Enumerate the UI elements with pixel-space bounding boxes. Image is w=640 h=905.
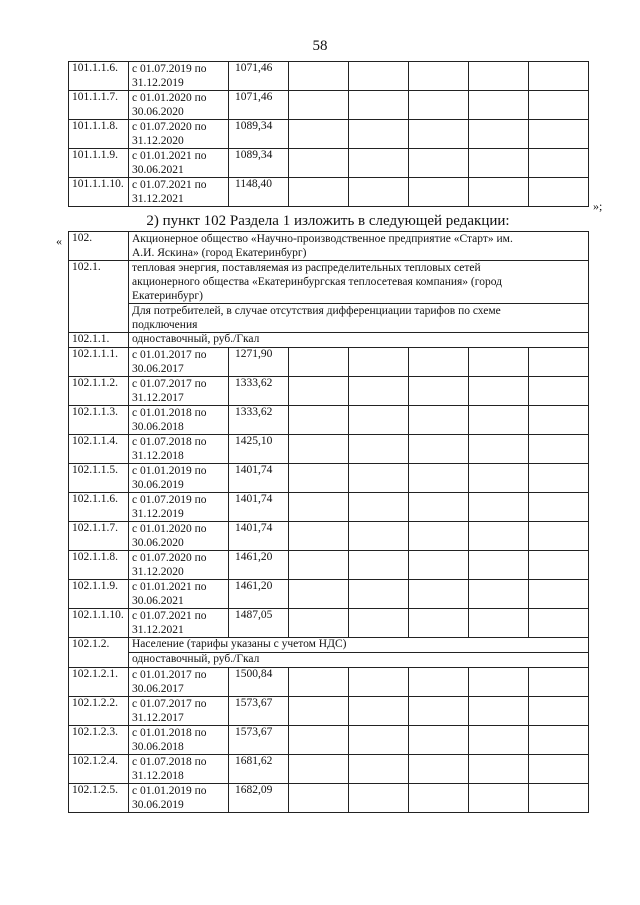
table-row (69, 755, 589, 784)
tariff-table-item-102 (68, 231, 589, 813)
row-tariff-value: 1333,62 (229, 377, 289, 406)
empty-cell (529, 726, 589, 755)
period-start: с 01.07.2019 по (132, 494, 207, 506)
heat-row (69, 261, 589, 304)
empty-cell (349, 435, 409, 464)
row-number: 102.1.1.10. (69, 609, 129, 638)
empty-cell (349, 755, 409, 784)
empty-cell (469, 784, 529, 813)
table-row (69, 62, 589, 91)
empty-cell (529, 62, 589, 91)
row-number: 101.1.1.7. (69, 91, 129, 120)
empty-cell (409, 406, 469, 435)
empty-cell (349, 464, 409, 493)
row-tariff-value: 1573,67 (229, 726, 289, 755)
empty-cell (289, 91, 349, 120)
single-rate-label-2: одноставочный, руб./Гкал (129, 653, 589, 668)
empty-cell (289, 62, 349, 91)
table-row (69, 149, 589, 178)
row-period (129, 697, 229, 726)
empty-cell (349, 406, 409, 435)
empty-cell (529, 755, 589, 784)
empty-cell (409, 62, 469, 91)
empty-cell (289, 120, 349, 149)
row-tariff-value: 1573,67 (229, 697, 289, 726)
amendment-instruction: 2) пункт 102 Раздела 1 изложить в следующей редакции: (146, 213, 510, 229)
period-start: с 01.01.2019 по (132, 465, 207, 477)
row-tariff-value: 1401,74 (229, 493, 289, 522)
empty-cell (409, 178, 469, 207)
row-period (129, 348, 229, 377)
empty-cell (529, 435, 589, 464)
empty-cell (469, 178, 529, 207)
empty-cell (409, 726, 469, 755)
empty-cell (409, 493, 469, 522)
empty-cell (529, 580, 589, 609)
row-tariff-value: 1500,84 (229, 668, 289, 697)
single-rate-row (69, 333, 589, 348)
empty-cell (469, 377, 529, 406)
row-tariff-value: 1071,46 (229, 62, 289, 91)
period-end: 30.06.2017 (132, 683, 184, 695)
empty-cell (409, 755, 469, 784)
empty-cell (529, 464, 589, 493)
row-number: 101.1.1.10. (69, 178, 129, 207)
row-tariff-value: 1333,62 (229, 406, 289, 435)
empty-cell (349, 697, 409, 726)
empty-cell (409, 377, 469, 406)
empty-cell (469, 91, 529, 120)
row-tariff-value: 1487,05 (229, 609, 289, 638)
empty-cell (349, 522, 409, 551)
empty-cell (289, 551, 349, 580)
table-row (69, 377, 589, 406)
empty-cell (289, 580, 349, 609)
row-number: 102.1.1.3. (69, 406, 129, 435)
empty-cell (529, 551, 589, 580)
empty-cell (469, 149, 529, 178)
empty-cell (469, 62, 529, 91)
empty-cell (529, 377, 589, 406)
empty-cell (289, 348, 349, 377)
empty-cell (469, 493, 529, 522)
row-period (129, 726, 229, 755)
table-row (69, 551, 589, 580)
row-tariff-value: 1071,46 (229, 91, 289, 120)
empty-cell (529, 149, 589, 178)
org-name-line-1: Акционерное общество «Научно-производственное предприятие «Старт» им. (132, 233, 513, 245)
empty-cell (469, 697, 529, 726)
period-end: 31.12.2019 (132, 508, 184, 520)
table-row (69, 348, 589, 377)
empty-cell (289, 697, 349, 726)
empty-cell (409, 551, 469, 580)
row-number: 102.1.1.1. (69, 348, 129, 377)
row-period (129, 609, 229, 638)
row-number: 101.1.1.8. (69, 120, 129, 149)
empty-cell (289, 377, 349, 406)
org-number: 102. (69, 232, 129, 261)
empty-cell (529, 178, 589, 207)
empty-cell (469, 522, 529, 551)
period-start: с 01.01.2018 по (132, 407, 207, 419)
table-row (69, 120, 589, 149)
empty-cell (409, 120, 469, 149)
period-end: 30.06.2020 (132, 537, 184, 549)
empty-cell (289, 755, 349, 784)
table-row (69, 609, 589, 638)
period-start: с 01.07.2020 по (132, 552, 207, 564)
consumers-row (69, 304, 589, 333)
rows-b-body (69, 668, 589, 813)
row-period (129, 551, 229, 580)
row-number: 102.1.1.8. (69, 551, 129, 580)
empty-cell (349, 784, 409, 813)
period-end: 30.06.2020 (132, 106, 184, 118)
row-number: 102.1.1.5. (69, 464, 129, 493)
row-tariff-value: 1401,74 (229, 464, 289, 493)
period-start: с 01.07.2018 по (132, 436, 207, 448)
period-end: 31.12.2020 (132, 566, 184, 578)
single-rate-label: одноставочный, руб./Гкал (129, 333, 589, 348)
empty-cell (349, 348, 409, 377)
empty-cell (349, 551, 409, 580)
row-number: 101.1.1.6. (69, 62, 129, 91)
table-row (69, 522, 589, 551)
empty-cell (529, 120, 589, 149)
single-rate-row-2 (69, 653, 589, 668)
heat-description (129, 261, 589, 304)
row-number: 102.1.1.6. (69, 493, 129, 522)
table-row (69, 435, 589, 464)
table-row (69, 178, 589, 207)
period-start: с 01.01.2018 по (132, 727, 207, 739)
empty-cell (469, 120, 529, 149)
period-start: с 01.07.2018 по (132, 756, 207, 768)
empty-cell (409, 522, 469, 551)
row-period (129, 377, 229, 406)
period-end: 31.12.2018 (132, 770, 184, 782)
empty-cell (289, 784, 349, 813)
period-start: с 01.01.2019 по (132, 785, 207, 797)
period-start: с 01.07.2021 по (132, 610, 207, 622)
empty-cell (289, 493, 349, 522)
population-row (69, 638, 589, 653)
empty-cell (529, 493, 589, 522)
empty-cell (529, 697, 589, 726)
empty-cell (349, 120, 409, 149)
empty-cell (529, 784, 589, 813)
row-number: 102.1.2.3. (69, 726, 129, 755)
page-number: 58 (312, 38, 328, 54)
empty-cell (529, 406, 589, 435)
row-tariff-value: 1681,62 (229, 755, 289, 784)
empty-cell (289, 435, 349, 464)
empty-cell (469, 406, 529, 435)
period-end: 31.12.2019 (132, 77, 184, 89)
row-period (129, 149, 229, 178)
opening-quote: « (56, 234, 62, 248)
empty-cell (409, 435, 469, 464)
row-tariff-value: 1089,34 (229, 120, 289, 149)
empty-cell (349, 580, 409, 609)
org-name (129, 232, 589, 261)
period-end: 31.12.2017 (132, 712, 184, 724)
empty-cell (289, 726, 349, 755)
consumers-line-2: подключения (132, 319, 198, 331)
empty-cell (289, 149, 349, 178)
period-start: с 01.01.2021 по (132, 581, 207, 593)
row-tariff-value: 1461,20 (229, 551, 289, 580)
row-number: 102.1.2.5. (69, 784, 129, 813)
empty-cell (409, 464, 469, 493)
period-end: 30.06.2019 (132, 479, 184, 491)
empty-cell (529, 522, 589, 551)
table-row (69, 784, 589, 813)
row-number: 102.1.1.7. (69, 522, 129, 551)
table-row (69, 91, 589, 120)
row-tariff-value: 1271,90 (229, 348, 289, 377)
empty-cell (409, 697, 469, 726)
table-row (69, 464, 589, 493)
row-period (129, 784, 229, 813)
row-tariff-value: 1425,10 (229, 435, 289, 464)
rows-a-body (69, 348, 589, 638)
table-row (69, 668, 589, 697)
empty-cell (289, 668, 349, 697)
row-period (129, 580, 229, 609)
empty-cell (409, 348, 469, 377)
population-label: Население (тарифы указаны с учетом НДС) (129, 638, 589, 653)
row-tariff-value: 1461,20 (229, 580, 289, 609)
period-end: 30.06.2019 (132, 799, 184, 811)
empty-cell (469, 580, 529, 609)
period-start: с 01.07.2017 по (132, 378, 207, 390)
period-start: с 01.07.2021 по (132, 179, 207, 191)
period-start: с 01.07.2020 по (132, 121, 207, 133)
table-row (69, 726, 589, 755)
empty-cell (469, 726, 529, 755)
row-period (129, 464, 229, 493)
empty-cell (349, 377, 409, 406)
empty-cell (289, 406, 349, 435)
row-number: 101.1.1.9. (69, 149, 129, 178)
period-start: с 01.01.2020 по (132, 92, 207, 104)
empty-cell (529, 668, 589, 697)
period-end: 31.12.2017 (132, 392, 184, 404)
empty-cell (469, 435, 529, 464)
empty-cell (469, 668, 529, 697)
empty-cell (469, 464, 529, 493)
period-end: 30.06.2018 (132, 741, 184, 753)
heat-number: 102.1. (69, 261, 129, 333)
period-end: 31.12.2020 (132, 135, 184, 147)
single-rate-number: 102.1.1. (69, 333, 129, 348)
empty-cell (469, 609, 529, 638)
empty-cell (469, 755, 529, 784)
row-period (129, 668, 229, 697)
period-end: 30.06.2021 (132, 164, 184, 176)
row-period (129, 120, 229, 149)
tariff-table-continued (68, 61, 589, 207)
period-start: с 01.07.2019 по (132, 63, 207, 75)
empty-cell (529, 348, 589, 377)
table-row (69, 493, 589, 522)
period-end: 31.12.2021 (132, 193, 184, 205)
empty-cell (289, 464, 349, 493)
period-start: с 01.07.2017 по (132, 698, 207, 710)
empty-cell (289, 522, 349, 551)
period-start: с 01.01.2017 по (132, 669, 207, 681)
period-end: 30.06.2021 (132, 595, 184, 607)
row-number: 102.1.1.4. (69, 435, 129, 464)
empty-cell (349, 668, 409, 697)
empty-cell (409, 784, 469, 813)
period-end: 31.12.2018 (132, 450, 184, 462)
empty-cell (409, 609, 469, 638)
row-period (129, 755, 229, 784)
empty-cell (529, 91, 589, 120)
top-rows-body (69, 62, 589, 207)
row-number: 102.1.2.2. (69, 697, 129, 726)
row-number: 102.1.2.4. (69, 755, 129, 784)
row-period (129, 178, 229, 207)
empty-cell (409, 91, 469, 120)
empty-cell (469, 551, 529, 580)
empty-cell (409, 668, 469, 697)
empty-cell (529, 609, 589, 638)
consumers-description (129, 304, 589, 333)
empty-cell (289, 178, 349, 207)
table-row (69, 580, 589, 609)
row-period (129, 493, 229, 522)
empty-cell (469, 348, 529, 377)
table-row (69, 406, 589, 435)
org-name-line-2: А.И. Яскина» (город Екатеринбург) (132, 247, 307, 259)
table-row (69, 697, 589, 726)
population-number: 102.1.2. (69, 638, 129, 668)
heat-line-1: тепловая энергия, поставляемая из распределительных тепловых сетей (132, 262, 481, 274)
empty-cell (349, 149, 409, 178)
empty-cell (349, 726, 409, 755)
row-tariff-value: 1401,74 (229, 522, 289, 551)
row-period (129, 522, 229, 551)
row-number: 102.1.1.2. (69, 377, 129, 406)
empty-cell (349, 91, 409, 120)
row-period (129, 91, 229, 120)
period-start: с 01.01.2020 по (132, 523, 207, 535)
empty-cell (349, 493, 409, 522)
period-end: 31.12.2021 (132, 624, 184, 636)
empty-cell (349, 62, 409, 91)
org-row (69, 232, 589, 261)
row-number: 102.1.1.9. (69, 580, 129, 609)
empty-cell (349, 178, 409, 207)
closing-quote: »; (593, 199, 603, 213)
empty-cell (289, 609, 349, 638)
empty-cell (409, 580, 469, 609)
period-end: 30.06.2017 (132, 363, 184, 375)
period-end: 30.06.2018 (132, 421, 184, 433)
period-start: с 01.01.2021 по (132, 150, 207, 162)
row-tariff-value: 1682,09 (229, 784, 289, 813)
row-period (129, 406, 229, 435)
period-start: с 01.01.2017 по (132, 349, 207, 361)
row-tariff-value: 1089,34 (229, 149, 289, 178)
empty-cell (409, 149, 469, 178)
row-period (129, 435, 229, 464)
empty-cell (349, 609, 409, 638)
row-number: 102.1.2.1. (69, 668, 129, 697)
row-period (129, 62, 229, 91)
row-tariff-value: 1148,40 (229, 178, 289, 207)
heat-line-2: акционерного общества «Екатеринбургская теплосетевая компания» (город (132, 276, 502, 288)
consumers-line-1: Для потребителей, в случае отсутствия дифференциации тарифов по схеме (132, 305, 501, 317)
heat-line-3: Екатеринбург) (132, 290, 203, 302)
